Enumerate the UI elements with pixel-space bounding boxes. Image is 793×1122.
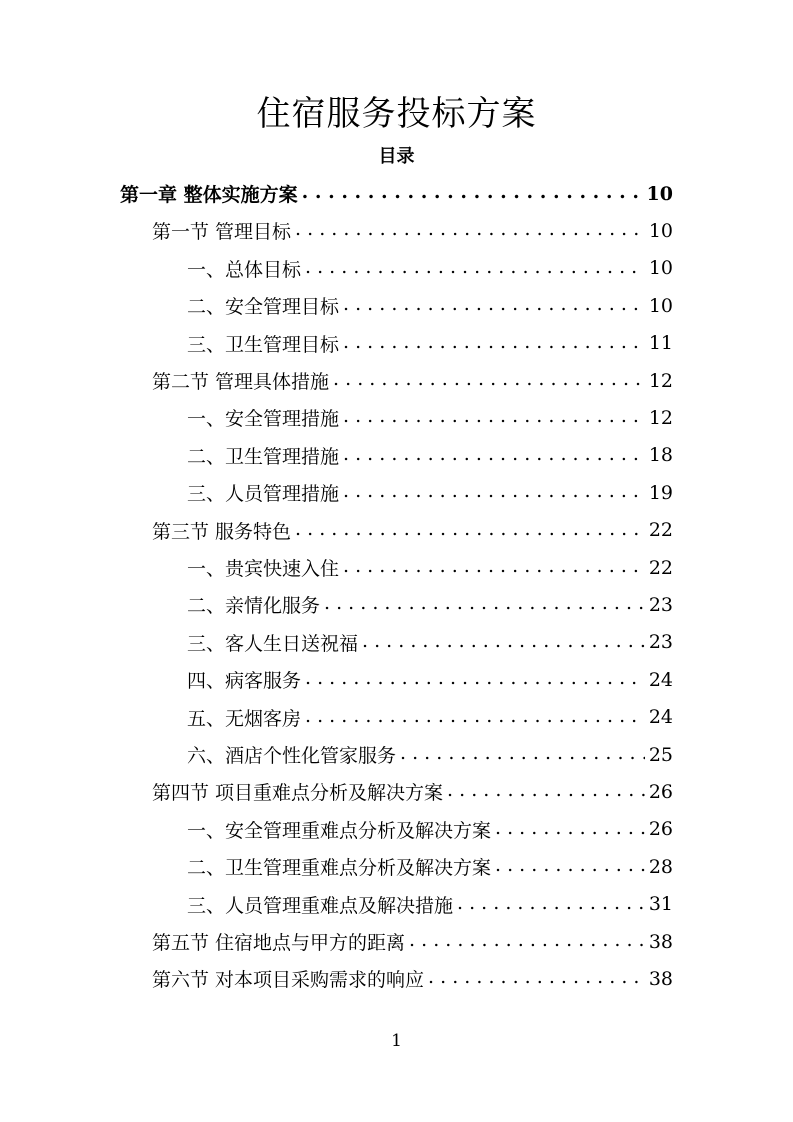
toc-leader-dots [295,521,645,540]
toc-entry[interactable] [187,549,673,586]
toc-entry[interactable] [187,287,673,324]
toc-entry-label: 二、卫生管理重难点分析及解决方案 [187,857,492,880]
toc-entry[interactable] [187,325,673,362]
toc-entry-label: 二、卫生管理措施 [187,445,340,468]
toc-entry-label: 第二节 管理具体措施 [152,371,330,393]
toc-entry-page: 26 [648,818,673,841]
toc-entry-page: 18 [648,444,673,467]
toc-entry[interactable] [187,399,673,436]
toc-entry-page: 38 [648,930,673,953]
toc-entry[interactable] [152,773,673,810]
page-number: 1 [391,1031,402,1051]
toc-entry-page: 19 [648,481,673,504]
toc-entry-label: 五、无烟客房 [187,707,302,730]
toc-leader-dots [495,857,645,876]
toc-entry[interactable] [187,661,673,698]
toc-entry-page: 24 [648,668,673,691]
toc-entry-label: 三、客人生日送祝福 [187,632,359,655]
toc-entry-page: 31 [648,893,673,916]
toc-entry-label: 六、酒店个性化管家服务 [187,745,397,767]
toc-entry[interactable] [187,437,673,474]
toc-entry-page: 25 [648,743,673,766]
toc-leader-dots [305,670,645,689]
toc-entry-label: 第一章 整体实施方案 [120,184,298,206]
toc-entry[interactable] [152,212,673,249]
toc-entry-label: 一、总体目标 [187,258,302,281]
toc-entry[interactable] [187,586,673,623]
toc-leader-dots [305,708,645,727]
toc-entry-page: 10 [648,219,673,242]
toc-entry-page: 22 [648,556,673,579]
toc-entry-label: 一、贵宾快速入住 [187,558,340,580]
toc-leader-dots [302,184,643,203]
toc-leader-dots [295,221,645,240]
toc-entry-page: 24 [648,706,673,729]
toc-leader-dots [409,932,645,951]
toc-entry-page: 38 [648,967,673,990]
toc-entry[interactable] [187,474,673,511]
toc-leader-dots [400,745,645,764]
toc-entry[interactable] [152,512,673,549]
toc-entry-page: 12 [648,369,673,392]
toc-entry[interactable] [187,250,673,287]
toc-entry[interactable] [187,811,673,848]
document-title: 住宿服务投标方案 [256,94,537,134]
toc-entry-page: 23 [648,631,673,654]
toc-leader-dots [447,782,645,801]
toc-entry-page: 10 [648,294,673,317]
toc-leader-dots [428,969,645,988]
toc-entry[interactable] [187,848,673,885]
toc-leader-dots [362,633,645,652]
toc-entry[interactable] [152,960,673,997]
toc-leader-dots [343,334,645,353]
toc-leader-dots [343,408,645,427]
toc-leader-dots [343,296,645,315]
toc-entry-label: 四、病客服务 [187,670,302,693]
toc-entry-page: 11 [648,332,673,355]
toc-entry-label: 二、安全管理目标 [187,296,340,319]
toc-entry-label: 第六节 对本项目采购需求的响应 [152,969,425,992]
toc-entry[interactable] [152,923,673,960]
toc-leader-dots [343,558,645,577]
toc-leader-dots [495,820,645,839]
toc-entry-page: 28 [648,855,673,878]
toc-leader-dots [343,446,645,465]
toc-entry-label: 第五节 住宿地点与甲方的距离 [152,932,406,954]
toc-entry[interactable] [187,699,673,736]
toc-entry-label: 三、人员管理措施 [187,483,340,506]
toc-entry-page: 23 [648,593,673,616]
toc-leader-dots [457,895,645,914]
toc-entry-page: 22 [648,519,673,542]
toc-leader-dots [324,595,645,614]
toc-entry-label: 第三节 服务特色 [152,520,292,543]
toc-entry-page: 10 [646,182,673,205]
toc-entry-label: 二、亲情化服务 [187,595,321,618]
toc-leader-dots [305,259,645,278]
toc-entry[interactable] [187,886,673,923]
toc-entry-label: 三、卫生管理目标 [187,333,340,356]
toc-heading: 目录 [378,146,415,167]
toc-entry-label: 一、安全管理重难点分析及解决方案 [187,819,492,842]
toc-leader-dots [343,483,645,502]
toc-entry[interactable] [152,362,673,399]
toc-entry[interactable] [120,175,673,212]
toc-entry-page: 10 [648,257,673,280]
toc-entry-page: 12 [648,406,673,429]
toc-entry-page: 26 [648,780,673,803]
toc-entry[interactable] [187,736,673,773]
toc-entry[interactable] [187,624,673,661]
toc-entry-label: 三、人员管理重难点及解决措施 [187,894,454,917]
toc-entry-label: 第四节 项目重难点分析及解决方案 [152,782,444,805]
toc-entry-label: 第一节 管理目标 [152,221,292,244]
toc-entry-label: 一、安全管理措施 [187,408,340,431]
toc-leader-dots [333,371,645,390]
